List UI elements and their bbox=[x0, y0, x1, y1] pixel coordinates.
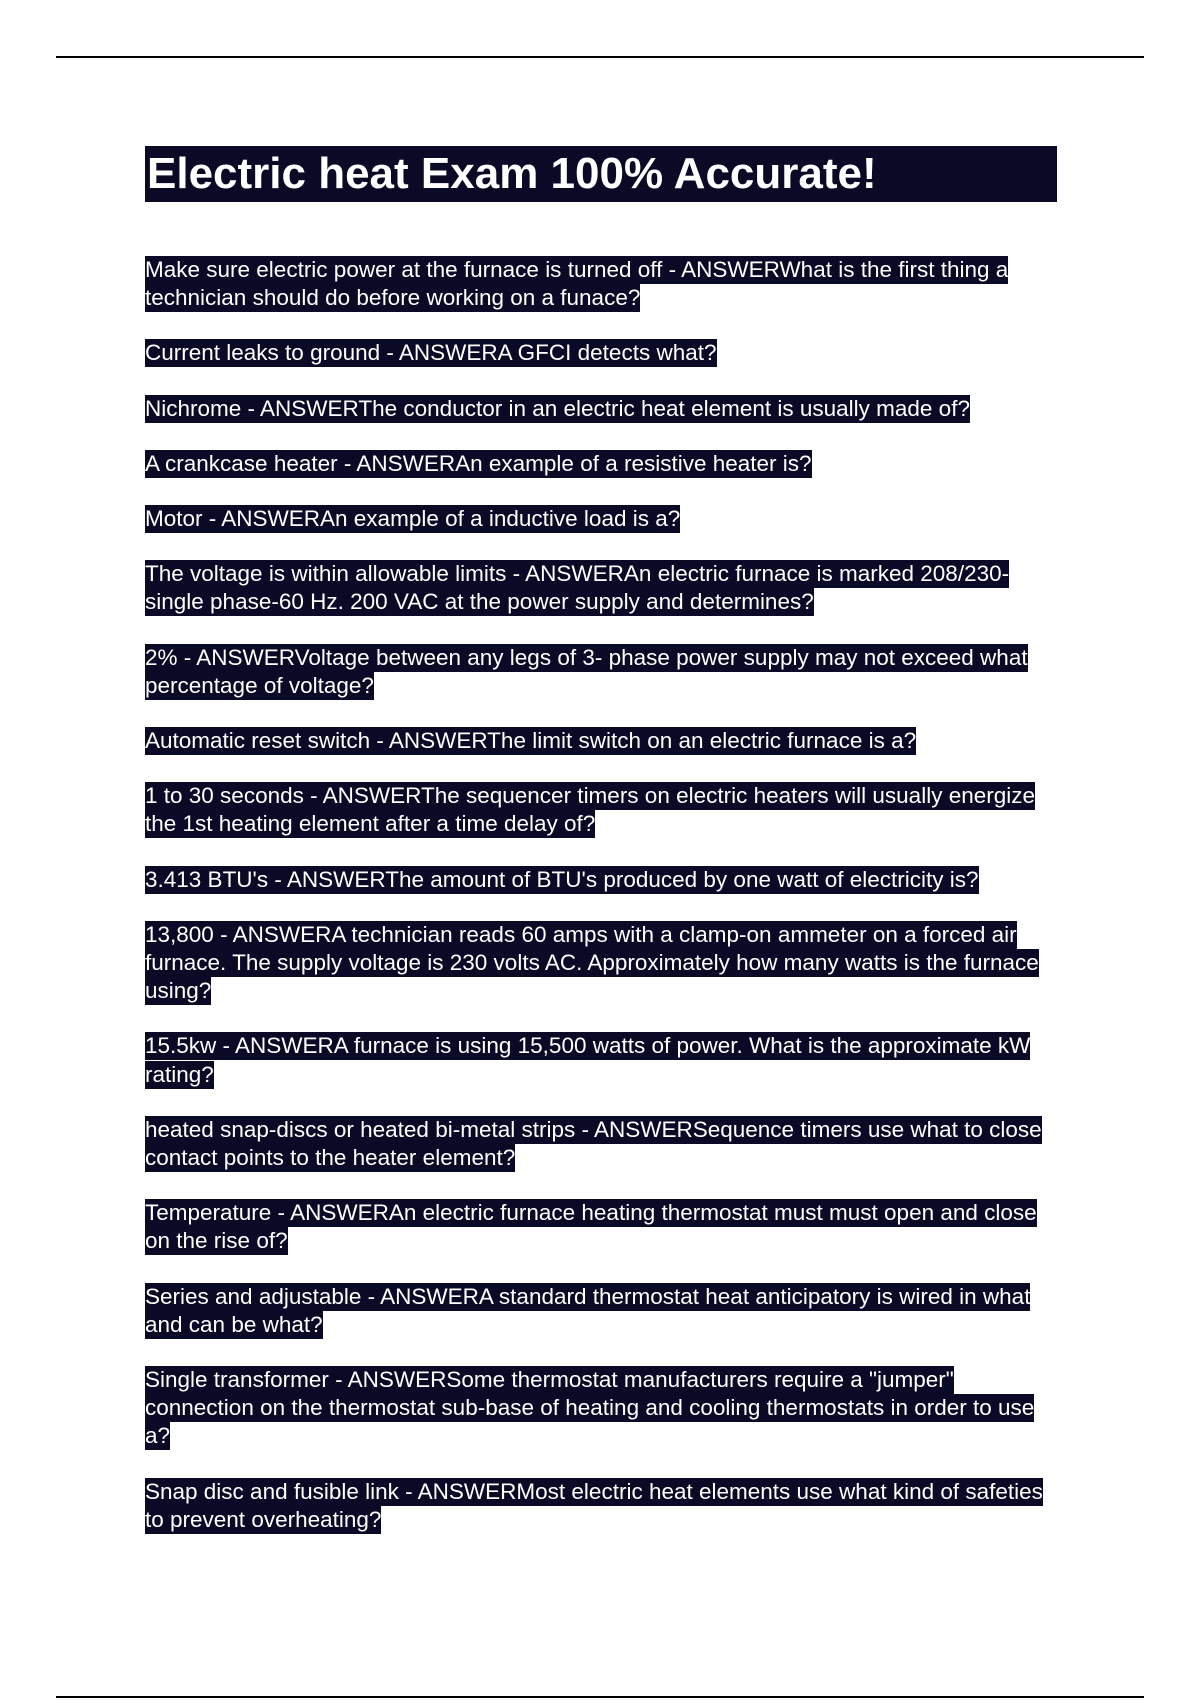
qa-item-text: Automatic reset switch - ANSWERThe limit switch on an electric furnace is a? bbox=[145, 728, 917, 754]
qa-item-text: heated snap-discs or heated bi-metal strips - ANSWERSequence timers use what to close contact points to the heater element? bbox=[145, 1116, 1042, 1171]
qa-item bbox=[145, 505, 1055, 533]
qa-item bbox=[145, 1283, 1055, 1339]
qa-item-text: Motor - ANSWERAn example of a inductive load is a? bbox=[145, 506, 681, 532]
qa-item-text: 15.5kw - ANSWERA furnace is using 15,500 watts of power. What is the approximate kW rating? bbox=[145, 1033, 1031, 1087]
qa-item bbox=[145, 1366, 1055, 1451]
qa-item-text: Nichrome - ANSWERThe conductor in an electric heat element is usually made of? bbox=[145, 395, 970, 421]
qa-item-text: 2% - ANSWERVoltage between any legs of 3- phase power supply may not exceed what percentage of voltage? bbox=[145, 644, 1028, 698]
qa-item bbox=[145, 782, 1055, 838]
qa-item bbox=[145, 644, 1055, 700]
qa-item-text: Temperature - ANSWERAn electric furnace heating thermostat must must open and close on the rise of? bbox=[145, 1200, 1037, 1254]
qa-item bbox=[145, 1478, 1055, 1534]
document-page bbox=[145, 146, 1057, 1561]
qa-item bbox=[145, 339, 1055, 367]
qa-item-text: 3.413 BTU's - ANSWERThe amount of BTU's produced by one watt of electricity is? bbox=[145, 866, 979, 892]
qa-item bbox=[145, 560, 1055, 616]
qa-item bbox=[145, 1116, 1055, 1172]
qa-list bbox=[145, 256, 1057, 1534]
document-title bbox=[145, 146, 1057, 202]
qa-item bbox=[145, 1032, 1055, 1088]
qa-item-text: Current leaks to ground - ANSWERA GFCI detects what? bbox=[145, 340, 717, 366]
qa-item-text: A crankcase heater - ANSWERAn example of a resistive heater is? bbox=[145, 450, 812, 476]
qa-item bbox=[145, 395, 1055, 423]
qa-item-text: Snap disc and fusible link - ANSWERMost electric heat elements use what kind of safeties to prevent overheating? bbox=[145, 1478, 1043, 1532]
qa-item bbox=[145, 450, 1055, 478]
header-rule bbox=[56, 56, 1144, 58]
qa-item-text: Make sure electric power at the furnace is turned off - ANSWERWhat is the first thing a technician should do before working on a funace? bbox=[145, 257, 1009, 311]
qa-item bbox=[145, 727, 1055, 755]
qa-item bbox=[145, 1199, 1055, 1255]
document-title-text: Electric heat Exam 100% Accurate! bbox=[147, 149, 877, 198]
footer-rule bbox=[56, 1696, 1144, 1698]
qa-item bbox=[145, 866, 1055, 894]
qa-item-text: 13,800 - ANSWERA technician reads 60 amps with a clamp-on ammeter on a forced air furnace. The supply voltage is 230 volts AC. Approximately how many watts is the furnace using? bbox=[145, 921, 1039, 1004]
qa-item bbox=[145, 921, 1055, 1006]
qa-item-text: The voltage is within allowable limits - ANSWERAn electric furnace is marked 208/230- single phase-60 Hz. 200 VAC at the power supply and determines? bbox=[145, 561, 1010, 615]
qa-item bbox=[145, 256, 1055, 312]
qa-item-text: Single transformer - ANSWERSome thermostat manufacturers require a "jumper" connection on the thermostat sub-base of heating and cooling thermostats in order to use a? bbox=[145, 1367, 1035, 1449]
qa-item-text: Series and adjustable - ANSWERA standard thermostat heat anticipatory is wired in what and can be what? bbox=[145, 1283, 1031, 1337]
qa-item-text: 1 to 30 seconds - ANSWERThe sequencer timers on electric heaters will usually energize the 1st heating element after a time delay of? bbox=[145, 783, 1036, 837]
